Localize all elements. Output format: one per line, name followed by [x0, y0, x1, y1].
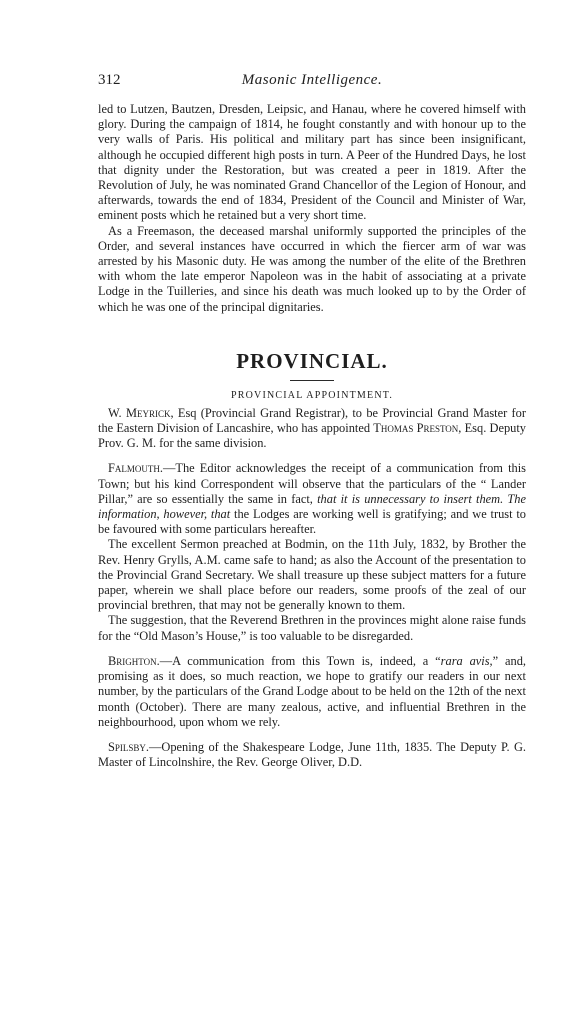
intro-paragraph-2: As a Freemason, the deceased marshal uniformly supported the principles of the Order, and several instances have occurred in which the fiercer arm of war was arrested by his Masonic duty. He was among the number of the elite of the Brethren with whom the late emperor Napoleon was in the habit of associating at a private Lodge in the Tuilleries, and since his death was much looked up to by the Order of which he was one of the principal dignitaries. — [98, 223, 526, 314]
section-title: PROVINCIAL. — [236, 348, 388, 373]
masons-house-paragraph: The suggestion, that the Reverend Brethren in the provinces might alone raise funds for the “Old Mason’s House,” is too valuable to be disregarded. — [98, 613, 526, 643]
intro-paragraph-1: led to Lutzen, Bautzen, Dresden, Leipsic, and Hanau, where he covered himself with glory. During the campaign of 1814, he fought constantly and with honour up to the very walls of Paris. His political and military part has since been insignificant, although he occupied different high posts in turn. A Peer of the Hundred Days, he lost that dignity under the Restoration, but was created a peer in 1819. After the Revolution of July, he was nominated Grand Chancellor of the Legion of Honour, and afterwards, towards the end of 1834, President of the Council and Minister of War, eminent posts which he retained but a very short time. — [98, 102, 526, 223]
falmouth-paragraph: Falmouth.—The Editor acknowledges the receipt of a communication from this Town; but his kind Correspondent will observe that the particulars of the “ Lander Pillar,” are so essentially the same in fact, that it is unnecessary to insert them. The information, however, that the Lodges are working well is gratifying; and we trust to be favoured with some particulars hereafter. — [98, 461, 526, 537]
bodmin-sermon-paragraph: The excellent Sermon preached at Bodmin, on the 11th July, 1832, by Brother the Rev. Henry Grylls, A.M. came safe to hand; as also the Account of the presentation to the Provincial Grand Secretary. We shall treasure up these subject matters for a future paper, wherein we shall place before our readers, some proofs of the zeal of our provincial brethren, that may not be generally known to them. — [98, 537, 526, 613]
place-falmouth: Falmouth. — [108, 461, 163, 476]
running-title: Masonic Intelligence. — [241, 72, 383, 88]
section-subheading: PROVINCIAL APPOINTMENT. — [230, 389, 394, 401]
deputy-name: Thomas Preston — [373, 421, 459, 436]
page-number: 312 — [98, 72, 121, 88]
page-header — [98, 72, 526, 94]
place-brighton: Brighton. — [108, 653, 160, 668]
brighton-paragraph: Brighton.—A communication from this Town is, indeed, a “rara avis,” and, promising as it does, so much reaction, we hope to gratify our readers in our next number, by the particulars of the Grand Lodge about to be held on the 12th of the next month (October). There are many zealous, active, and influential Brethren in the neighbourhood, upon whom we rely. — [98, 653, 526, 729]
title-rule — [290, 380, 334, 381]
appointee-name: W. Meyrick — [108, 405, 171, 420]
book-page — [98, 72, 526, 770]
spilsby-paragraph: Spilsby.—Opening of the Shakespeare Lodge, June 11th, 1835. The Deputy P. G. Master of Lincolnshire, the Rev. George Oliver, D.D. — [98, 739, 526, 770]
appointment-paragraph: W. Meyrick, Esq (Provincial Grand Registrar), to be Provincial Grand Master for the Eastern Division of Lancashire, who has appointed Thomas Preston, Esq. Deputy Prov. G. M. for the same division. — [98, 405, 527, 451]
place-spilsby: Spilsby. — [108, 739, 149, 754]
